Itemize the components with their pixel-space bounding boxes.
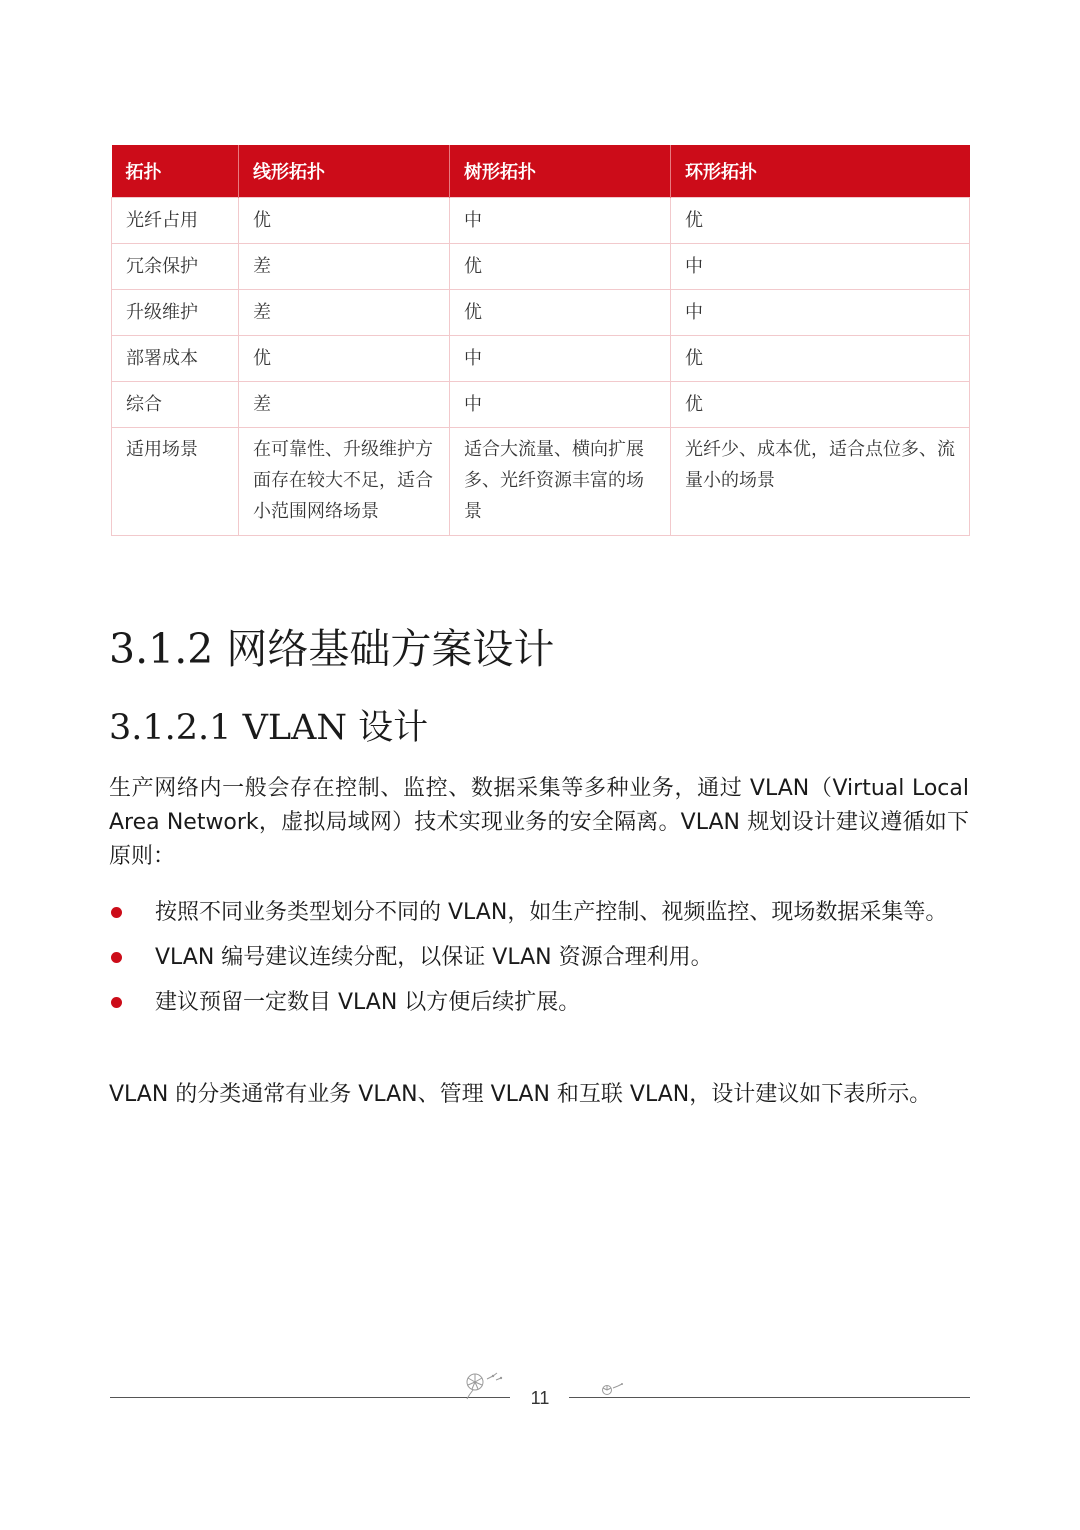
table-cell: 优 [239,198,450,244]
table-cell: 光纤少、成本优，适合点位多、流量小的场景 [671,428,970,536]
footer-divider-left [110,1397,510,1398]
table-cell: 优 [450,244,671,290]
table-row [112,382,970,428]
table-cell: 光纤占用 [112,198,239,244]
table-cell: 冗余保护 [112,244,239,290]
subsection-heading: 3.1.2.1 VLAN 设计 [109,708,429,748]
list-item-text: VLAN 编号建议连续分配，以保证 VLAN 资源合理利用。 [155,945,713,970]
bullet-dot-icon [111,907,122,918]
section-heading: 3.1.2 网络基础方案设计 [109,625,555,673]
table-cell: 适用场景 [112,428,239,536]
table-cell: 部署成本 [112,336,239,382]
list-item-text: 建议预留一定数目 VLAN 以方便后续扩展。 [155,990,581,1015]
list-item [109,896,969,930]
table-header-cell: 拓扑 [112,145,239,198]
table-cell: 中 [450,198,671,244]
topology-comparison-table [111,145,970,536]
table-cell: 优 [671,382,970,428]
dandelion-icon [600,1382,626,1398]
table-row [112,290,970,336]
table-cell: 差 [239,290,450,336]
table-cell: 差 [239,244,450,290]
table-header-cell: 线形拓扑 [239,145,450,198]
table-cell: 中 [671,244,970,290]
table-row [112,244,970,290]
table-header-cell: 树形拓扑 [450,145,671,198]
table-cell: 中 [671,290,970,336]
list-item [109,986,969,1020]
table-cell: 优 [450,290,671,336]
table-row [112,428,970,536]
table-cell: 优 [671,198,970,244]
table-cell: 适合大流量、横向扩展多、光纤资源丰富的场景 [450,428,671,536]
table-cell: 中 [450,382,671,428]
table-cell: 升级维护 [112,290,239,336]
table-cell: 优 [671,336,970,382]
table-cell: 在可靠性、升级维护方面存在较大不足，适合小范围网络场景 [239,428,450,536]
dandelion-icon [463,1370,505,1400]
page-number: 11 [530,1388,550,1408]
bullet-dot-icon [111,997,122,1008]
list-item-text: 按照不同业务类型划分不同的 VLAN，如生产控制、视频监控、现场数据采集等。 [155,900,948,925]
list-item [109,941,969,975]
table-cell: 综合 [112,382,239,428]
table-header-row [112,145,970,198]
table-header-cell: 环形拓扑 [671,145,970,198]
principles-list [109,896,969,1020]
table-cell: 优 [239,336,450,382]
table-cell: 差 [239,382,450,428]
table-row [112,336,970,382]
footer-divider-right [569,1397,970,1398]
table-row [112,198,970,244]
intro-paragraph: 生产网络内一般会存在控制、监控、数据采集等多种业务，通过 VLAN（Virtual Local Area Network，虚拟局域网）技术实现业务的安全隔离。VLAN 规划设计建议遵循如下原则： [109,776,969,869]
bullet-dot-icon [111,952,122,963]
outro-paragraph: VLAN 的分类通常有业务 VLAN、管理 VLAN 和互联 VLAN，设计建议如下表所示。 [109,1082,932,1107]
table-cell: 中 [450,336,671,382]
